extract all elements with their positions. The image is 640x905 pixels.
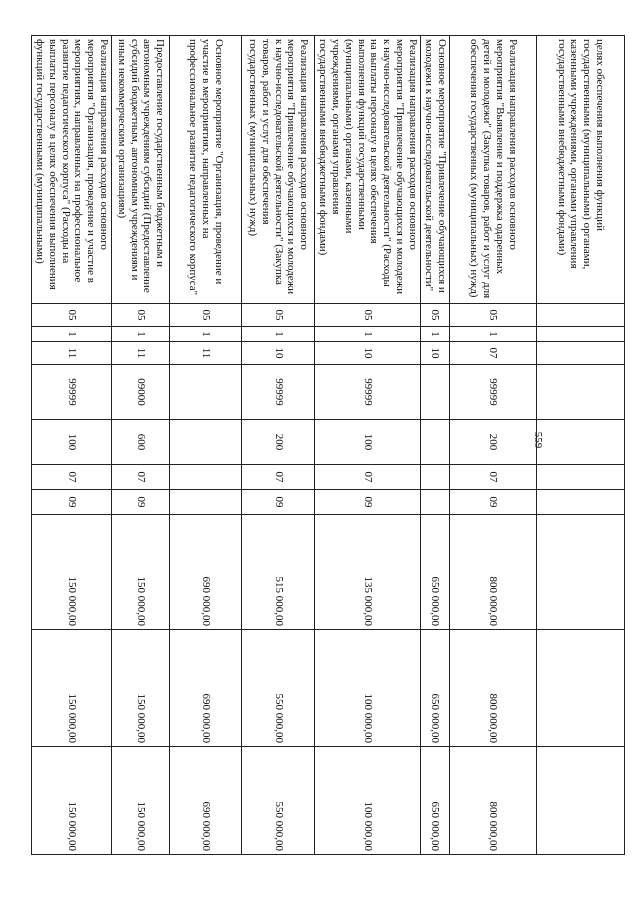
table-row xyxy=(242,36,315,855)
amount-year-1: 135 000,00 xyxy=(315,515,421,630)
amount-year-2: 800 000,00 xyxy=(450,630,537,747)
code-direction xyxy=(537,365,625,420)
code-direction: 09000 xyxy=(112,365,170,420)
code-measure: 11 xyxy=(170,342,242,365)
amount-year-3: 690 000,00 xyxy=(170,747,242,855)
amount-year-1: 150 000,00 xyxy=(31,515,111,630)
code-section: 07 xyxy=(112,465,170,490)
code-subsection xyxy=(170,490,242,515)
amount-year-3: 650 000,00 xyxy=(421,747,450,855)
code-measure: 07 xyxy=(450,342,537,365)
amount-year-1: 650 000,00 xyxy=(421,515,450,630)
code-expense-type: 600 xyxy=(112,420,170,465)
amount-year-3 xyxy=(537,747,625,855)
amount-year-2 xyxy=(537,630,625,747)
table-row xyxy=(450,36,537,855)
table-body xyxy=(31,36,624,855)
code-subprogram: 1 xyxy=(112,327,170,342)
code-program: 05 xyxy=(421,304,450,327)
code-program: 05 xyxy=(315,304,421,327)
amount-year-2: 150 000,00 xyxy=(31,630,111,747)
amount-year-2: 650 000,00 xyxy=(421,630,450,747)
amount-year-3: 550 000,00 xyxy=(242,747,315,855)
code-subprogram: 1 xyxy=(31,327,111,342)
amount-year-2: 690 000,00 xyxy=(170,630,242,747)
code-subsection xyxy=(537,490,625,515)
amount-year-3: 150 000,00 xyxy=(112,747,170,855)
table-row xyxy=(170,36,242,855)
code-direction: 99999 xyxy=(31,365,111,420)
code-expense-type: 100 xyxy=(315,420,421,465)
code-measure xyxy=(537,342,625,365)
code-section xyxy=(421,465,450,490)
amount-year-1: 690 000,00 xyxy=(170,515,242,630)
code-subsection: 09 xyxy=(450,490,537,515)
amount-year-1: 800 000,00 xyxy=(450,515,537,630)
code-subprogram: 1 xyxy=(421,327,450,342)
code-expense-type xyxy=(537,420,625,465)
code-direction xyxy=(421,365,450,420)
code-direction xyxy=(170,365,242,420)
amount-year-2: 550 000,00 xyxy=(242,630,315,747)
code-expense-type: 200 xyxy=(450,420,537,465)
row-description: Реализация направления расходов основного мероприятия "Организация, проведение и участие в мероприятиях, направленных на профессиональное развитие педагогического корпуса" (Расходы на выплаты персоналу в целях обеспечения выполнения функций государственными (муниципальными) xyxy=(31,36,111,304)
amount-year-1: 515 000,00 xyxy=(242,515,315,630)
row-description: Основное мероприятие "Привлечение обучающихся и молодежи к научно-исследовательской деятельности" xyxy=(421,36,450,304)
code-subprogram: 1 xyxy=(315,327,421,342)
row-description: Предоставление государственным бюджетным и автономным учреждениям субсидий (Предоставление субсидий бюджетным, автономным учреждениям и иным некоммерческим организациям) xyxy=(112,36,170,304)
page-number: 559 xyxy=(532,431,544,449)
code-section xyxy=(537,465,625,490)
row-description: Реализация направления расходов основного мероприятия "Привлечение обучающихся и молодежи к научно-исследовательской деятельности" (Закупка товаров, работ и услуг для обеспечения государственных (муниципальных) нужд) xyxy=(242,36,315,304)
code-measure: 10 xyxy=(315,342,421,365)
amount-year-2: 150 000,00 xyxy=(112,630,170,747)
table-row xyxy=(315,36,421,855)
amount-year-1: 150 000,00 xyxy=(112,515,170,630)
code-expense-type xyxy=(170,420,242,465)
amount-year-3: 100 000,00 xyxy=(315,747,421,855)
code-program: 05 xyxy=(450,304,537,327)
budget-table xyxy=(31,35,625,855)
code-expense-type: 100 xyxy=(31,420,111,465)
code-measure: 11 xyxy=(112,342,170,365)
code-program xyxy=(537,304,625,327)
code-expense-type: 200 xyxy=(242,420,315,465)
amount-year-2: 100 000,00 xyxy=(315,630,421,747)
code-program: 05 xyxy=(242,304,315,327)
code-direction: 99999 xyxy=(315,365,421,420)
code-subsection xyxy=(421,490,450,515)
row-description: целях обеспечения выполнения функций государственными (муниципальными) органами, казенными учреждениями, органами управления государственными внебюджетными фондами) xyxy=(537,36,625,304)
code-section: 07 xyxy=(315,465,421,490)
row-description: Реализация направления расходов основного мероприятия "Выявление и поддержка одаренных детей и молодежи" (Закупка товаров, работ и услуг для обеспечения государственных (муниципальных) нужд) xyxy=(450,36,537,304)
table-row xyxy=(421,36,450,855)
code-measure: 10 xyxy=(421,342,450,365)
code-subsection: 09 xyxy=(112,490,170,515)
code-expense-type xyxy=(421,420,450,465)
amount-year-1 xyxy=(537,515,625,630)
code-section: 07 xyxy=(31,465,111,490)
table-row xyxy=(112,36,170,855)
table-row xyxy=(31,36,111,855)
code-program: 05 xyxy=(170,304,242,327)
code-subsection: 09 xyxy=(242,490,315,515)
code-subprogram: 1 xyxy=(450,327,537,342)
code-program: 05 xyxy=(31,304,111,327)
code-section: 07 xyxy=(242,465,315,490)
code-direction: 99999 xyxy=(242,365,315,420)
rotated-table-frame xyxy=(33,35,625,854)
code-program: 05 xyxy=(112,304,170,327)
rotated-table-content xyxy=(33,35,625,854)
code-subsection: 09 xyxy=(315,490,421,515)
code-measure: 11 xyxy=(31,342,111,365)
code-subsection: 09 xyxy=(31,490,111,515)
row-description: Реализация направления расходов основного мероприятия "Привлечение обучающихся и молодежи к научно-исследовательской деятельности" (Расходы на выплаты персоналу в целях обеспечения выполнения функций государственными (муниципальными) органами, казенными учреждениями, органами управления государственными внебюджетными фондами) xyxy=(315,36,421,304)
table-row xyxy=(537,36,625,855)
code-measure: 10 xyxy=(242,342,315,365)
code-subprogram: 1 xyxy=(170,327,242,342)
amount-year-3: 150 000,00 xyxy=(31,747,111,855)
code-section: 07 xyxy=(450,465,537,490)
code-section xyxy=(170,465,242,490)
code-subprogram: 1 xyxy=(242,327,315,342)
code-direction: 99999 xyxy=(450,365,537,420)
code-subprogram xyxy=(537,327,625,342)
amount-year-3: 800 000,00 xyxy=(450,747,537,855)
row-description: Основное мероприятие "Организация, проведение и участие в мероприятиях, направленных на профессиональное развитие педагогического корпуса" xyxy=(170,36,242,304)
